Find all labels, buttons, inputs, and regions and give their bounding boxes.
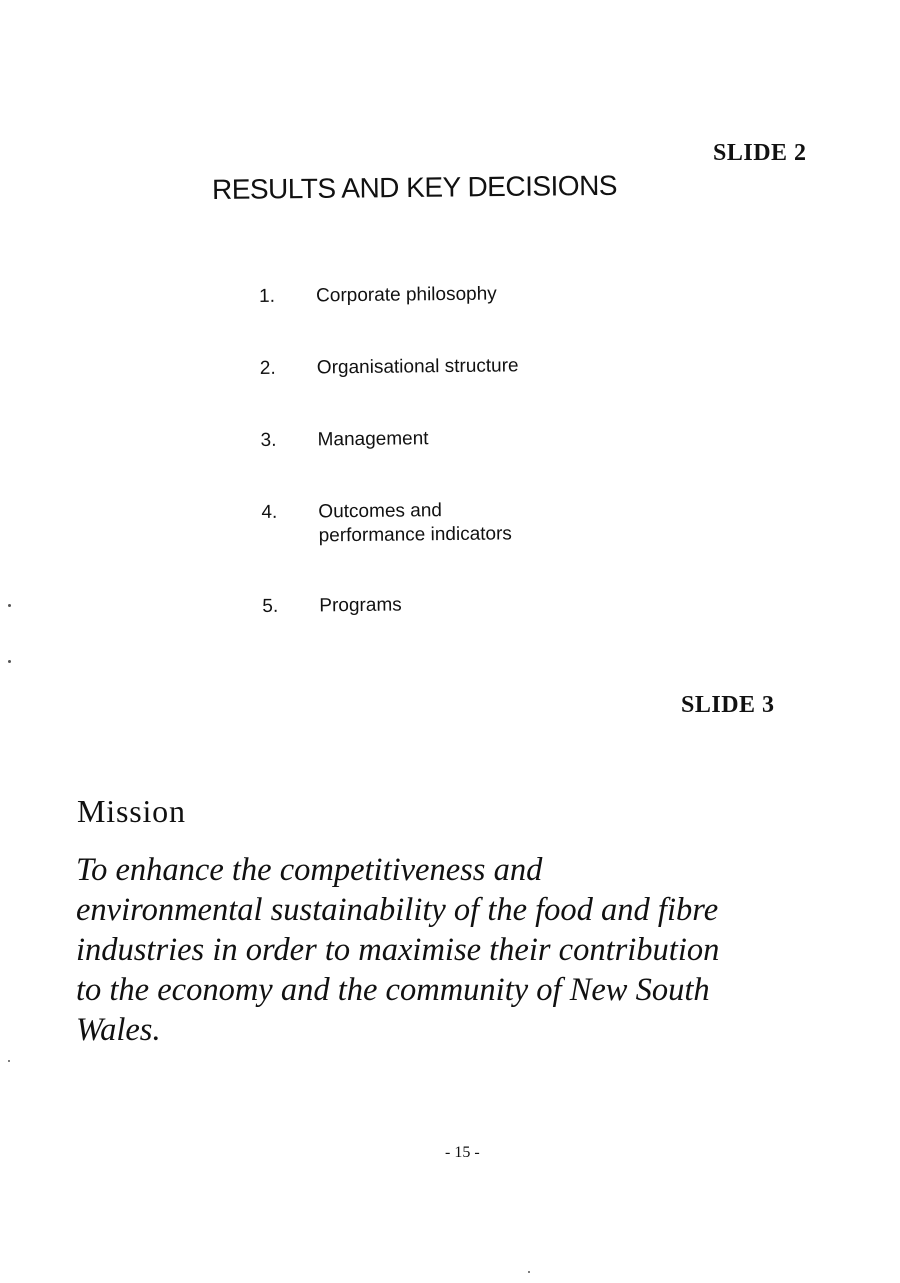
slide-2-label: SLIDE 2 — [713, 140, 807, 166]
list-item — [259, 281, 659, 309]
page-number: - 15 - — [445, 1144, 480, 1161]
list-item-number: 2. — [259, 357, 276, 379]
slide-3-label: SLIDE 3 — [681, 692, 775, 718]
scan-speck — [8, 1060, 10, 1062]
list-item — [261, 425, 661, 453]
list-item-text-line-2: performance indicators — [318, 523, 512, 547]
list-item-text: Organisational structure — [316, 355, 519, 379]
mission-title: Mission — [77, 793, 186, 829]
list-item-text: Programs — [319, 594, 402, 617]
list-item-text — [318, 497, 661, 549]
mission-line: To enhance the competitiveness and — [76, 852, 543, 888]
list-item-text: Corporate philosophy — [316, 283, 497, 307]
list-item-number: 3. — [260, 429, 277, 451]
scan-speck — [8, 660, 11, 663]
slide-2-heading: RESULTS AND KEY DECISIONS — [211, 169, 618, 205]
list-item-number: 5. — [262, 595, 279, 617]
scan-speck — [8, 604, 11, 607]
key-decisions-list — [259, 281, 663, 667]
list-item — [262, 591, 662, 619]
list-item-number: 4. — [261, 501, 278, 523]
scan-speck — [528, 1271, 530, 1273]
mission-line: industries in order to maximise their contribution — [76, 932, 720, 968]
list-item-number: 1. — [259, 285, 276, 307]
mission-line: to the economy and the community of New South — [76, 972, 710, 1008]
mission-statement — [76, 850, 876, 1050]
mission-line: environmental sustainability of the food and fibre — [76, 892, 719, 928]
list-item-text-line-1: Outcomes and — [318, 500, 443, 523]
list-item — [261, 497, 661, 549]
list-item-text: Management — [317, 428, 429, 451]
list-item — [260, 353, 660, 381]
mission-line: Wales. — [76, 1012, 161, 1048]
